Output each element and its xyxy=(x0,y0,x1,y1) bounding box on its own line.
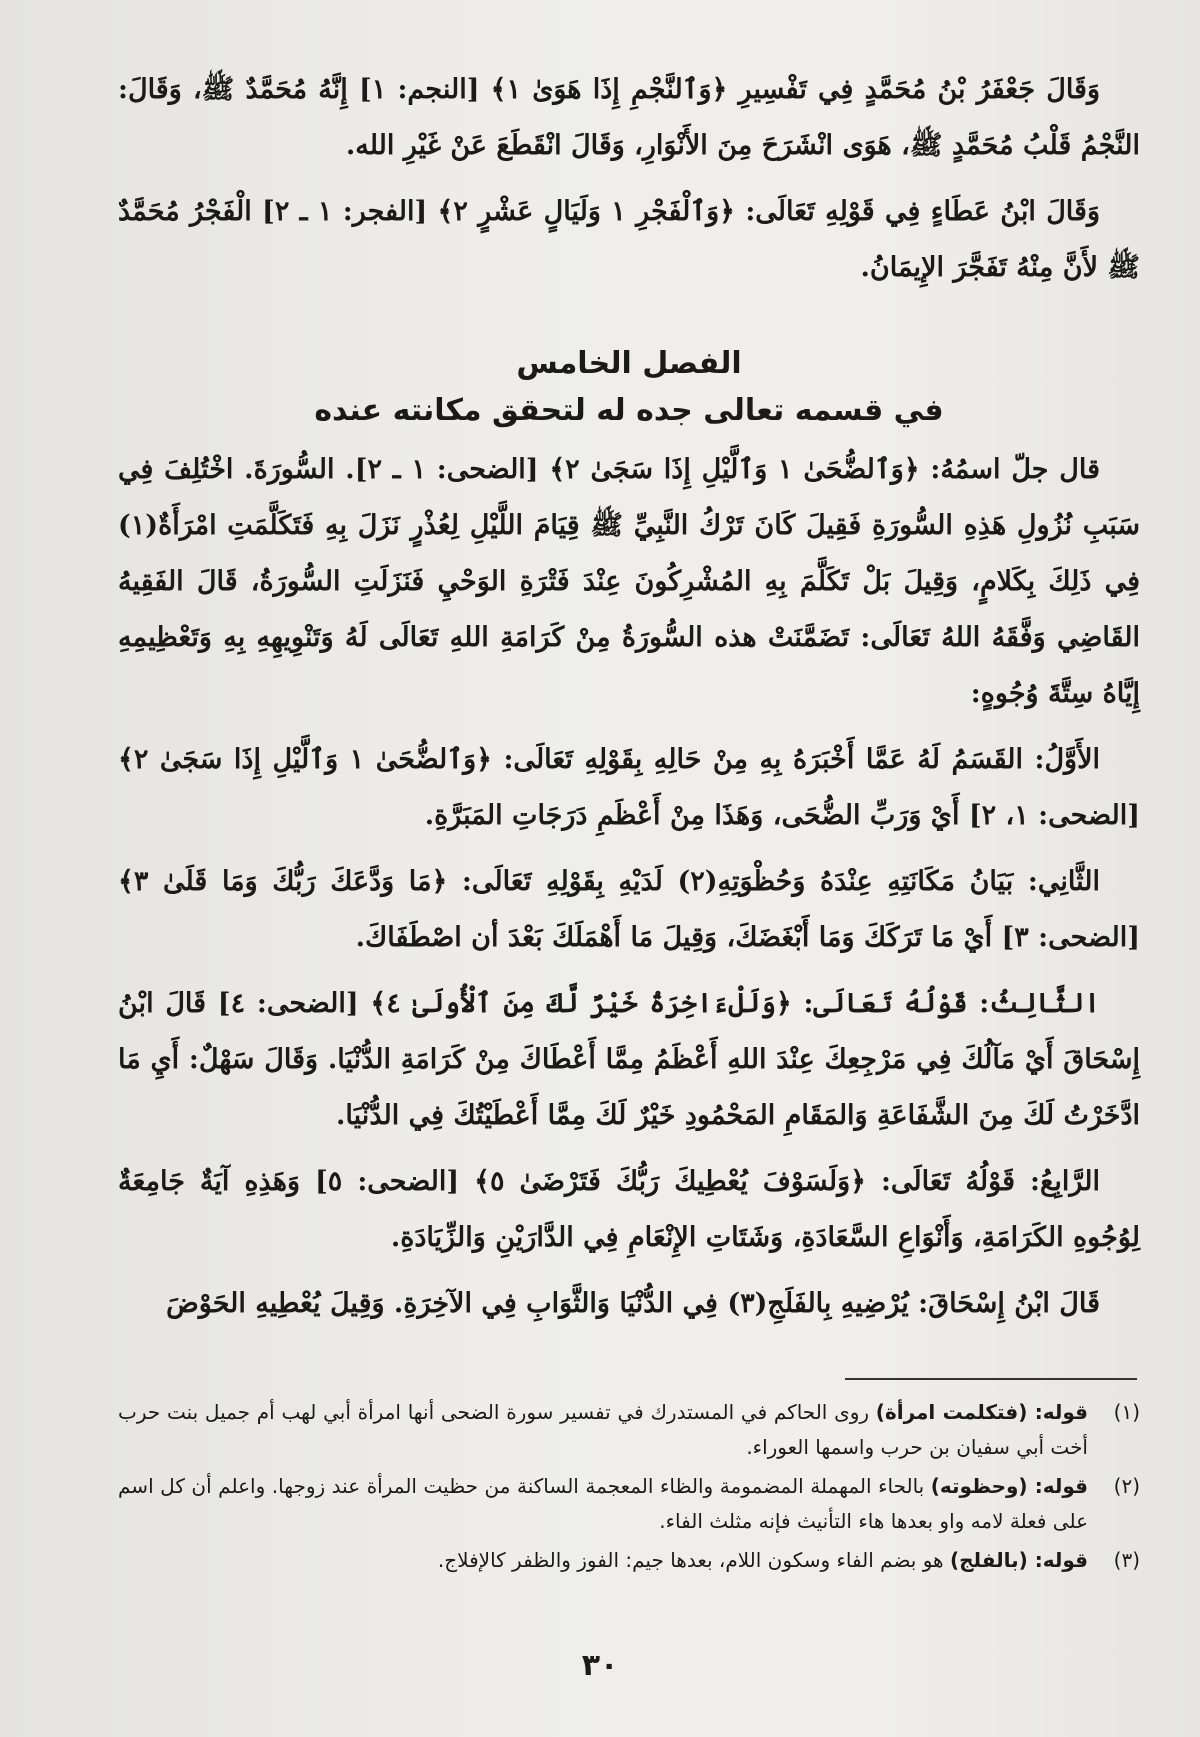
footnote-text xyxy=(118,1543,1088,1578)
footnote-lead: قوله: (وحظوته) xyxy=(930,1474,1088,1498)
page-number: ٣٠ xyxy=(581,1648,619,1683)
footnote-text xyxy=(118,1469,1088,1539)
footnote-body: بالحاء المهملة المضمومة والظاء المعجمة الساكنة من حظيت المرأة عند زوجها. واعلم أن كل اسم على فعلة لامه واو بعدها هاء التأنيث فإنه مثلث الفاء. xyxy=(118,1474,1088,1533)
paragraph-ibn-ishaq: قَالَ ابْنُ إِسْحَاقَ: يُرْضِيهِ بِالفَلَجِ(٣) فِي الدُّنْيَا وَالثَّوَابِ فِي الآخِرَةِ. وَقِيلَ يُعْطِيهِ الحَوْضَ xyxy=(166,1288,1100,1319)
footnote-divider xyxy=(845,1378,1137,1380)
footnote-item xyxy=(118,1395,1140,1465)
chapter-subtitle: في قسمه تعالى جده له لتحقق مكانته عنده xyxy=(314,393,944,428)
footnote-number: (٣) xyxy=(1113,1548,1140,1572)
footnote-item xyxy=(118,1469,1140,1539)
footnote-body: روى الحاكم في المستدرك في تفسير سورة الضحى أنها امرأة أبي لهب أم جميل بنت حرب أخت أبي سفيان بن حرب واسمها العوراء. xyxy=(118,1400,1088,1459)
footnote-text xyxy=(118,1395,1088,1465)
paragraph-jafar: وَقَالَ جَعْفَرُ بْنُ مُحَمَّدٍ فِي تَفْسِيرِ ﴿وَٱلنَّجْمِ إِذَا هَوَىٰ ١﴾ [النجم: ١] إِنَّهُ مُحَمَّدٌ ﷺ، وَقَالَ: النَّجْمُ قَلْبُ مُحَمَّدٍ ﷺ، هَوَى انْشَرَحَ مِنَ الأَنْوَارِ، وَقَالَ انْقَطَعَ عَنْ غَيْرِ الله. xyxy=(118,74,1140,161)
paragraph-fourth: الرَّابِعُ: قَوْلُهُ تَعَالَى: ﴿وَلَسَوْفَ يُعْطِيكَ رَبُّكَ فَتَرْضَىٰ ٥﴾ [الضحى: ٥] وَهَذِهِ آيَةٌ جَامِعَةٌ لِوُجُوهِ الكَرَامَةِ، وَأَنْوَاعِ السَّعَادَةِ، وَشَتَاتِ الإِنْعَامِ فِي الدَّارَيْنِ وَالزِّيَادَةِ. xyxy=(118,1166,1140,1253)
main-text xyxy=(118,62,1140,1342)
footnote-number: (١) xyxy=(1113,1400,1140,1424)
footnote-lead: قوله: (بالفلج) xyxy=(949,1548,1088,1572)
footnote-item xyxy=(118,1543,1140,1578)
paragraph-ibn-ata: وَقَالَ ابْنُ عَطَاءٍ فِي قَوْلِهِ تَعَالَى: ﴿وَٱلْفَجْرِ ١ وَلَيَالٍ عَشْرٍ ٢﴾ [الفجر: ١ ـ ٢] الْفَجْرُ مُحَمَّدٌ ﷺ لأَنَّ مِنْهُ تَفَجَّرَ الإِيمَانُ. xyxy=(118,196,1140,283)
paragraph-first: الأَوَّلُ: القَسَمُ لَهُ عَمَّا أَخْبَرَهُ بِهِ مِنْ حَالِهِ بِقَوْلِهِ تَعَالَى: ﴿وَٱلضُّحَىٰ ١ وَٱلَّيْلِ إِذَا سَجَىٰ ٢﴾ [الضحى: ١، ٢] أَيْ وَرَبِّ الضُّحَى، وَهَذَا مِنْ أَعْظَمِ دَرَجَاتِ المَبَرَّةِ. xyxy=(118,744,1140,831)
paragraph-third: الثَّالِثُ: قَوْلُهُ تَعَالَى: ﴿وَلَلْءَاخِرَةُ خَيْرٌ لَّكَ مِنَ ٱلْأُولَىٰ ٤﴾ [الضحى: ٤] قَالَ ابْنُ إِسْحَاقَ أَيْ مَآلُكَ فِي مَرْجِعِكَ عِنْدَ اللهِ أَعْظَمُ مِمَّا أَعْطَاكَ مِنْ كَرَامَةِ الدُّنْيَا. وَقَالَ سَهْلٌ: أَيِ مَا ادَّخَرْتُ لَكَ مِنَ الشَّفَاعَةِ وَالمَقَامِ المَحْمُودِ خَيْرٌ لَكَ مِمَّا أَعْطَيْتُكَ فِي الدُّنْيَا. xyxy=(118,988,1140,1131)
footnote-lead: قوله: (فتكلمت امرأة) xyxy=(875,1400,1089,1424)
chapter-title: الفصل الخامس xyxy=(516,346,742,381)
paragraph-second: الثَّانِي: بَيَانُ مَكَانَتِهِ عِنْدَهُ وَحُظْوَتِهِ(٢) لَدَيْهِ بِقَوْلِهِ تَعَالَى: ﴿مَا وَدَّعَكَ رَبُّكَ وَمَا قَلَىٰ ٣﴾ [الضحى: ٣] أَيْ مَا تَرَكَكَ وَمَا أَبْغَضَكَ، وَقِيلَ مَا أَهْمَلَكَ بَعْدَ أن اصْطَفَاكَ. xyxy=(118,866,1140,953)
footnote-number: (٢) xyxy=(1113,1474,1140,1498)
footnotes xyxy=(118,1395,1140,1582)
paragraph-surah-duha: قال جلّ اسمُهُ: ﴿وَٱلضُّحَىٰ ١ وَٱلَّيْلِ إِذَا سَجَىٰ ٢﴾ [الضحى: ١ ـ ٢]. السُّورَةَ. اخْتُلِفَ فِي سَبَبِ نُزُولِ هَذِهِ السُّورَةِ فَقِيلَ كَانَ تَرْكُ النَّبِيِّ ﷺ قِيَامَ اللَّيْلِ لِعُذْرٍ نَزَلَ بِهِ فَتَكَلَّمَتِ امْرَأَةٌ(١) فِي ذَلِكَ بِكَلامٍ، وَقِيلَ بَلْ تَكَلَّمَ بِهِ المُشْرِكُونَ عِنْدَ فَتْرَةِ الوَحْيِ فَنَزَلَتِ السُّورَةُ، قَالَ الفَقِيهُ القَاضِي وَفَّقَهُ اللهُ تَعَالَى: تَضَمَّنَتْ هذه السُّورَةُ مِنْ كَرَامَةِ اللهِ تَعَالَى لَهُ وَتَنْوِيهِهِ بِهِ وَتَعْظِيمِهِ إِيَّاهُ سِتَّةَ وُجُوهٍ: xyxy=(118,454,1140,709)
footnote-body: هو بضم الفاء وسكون اللام، بعدها جيم: الفوز والظفر كالإفلاج. xyxy=(437,1548,950,1572)
